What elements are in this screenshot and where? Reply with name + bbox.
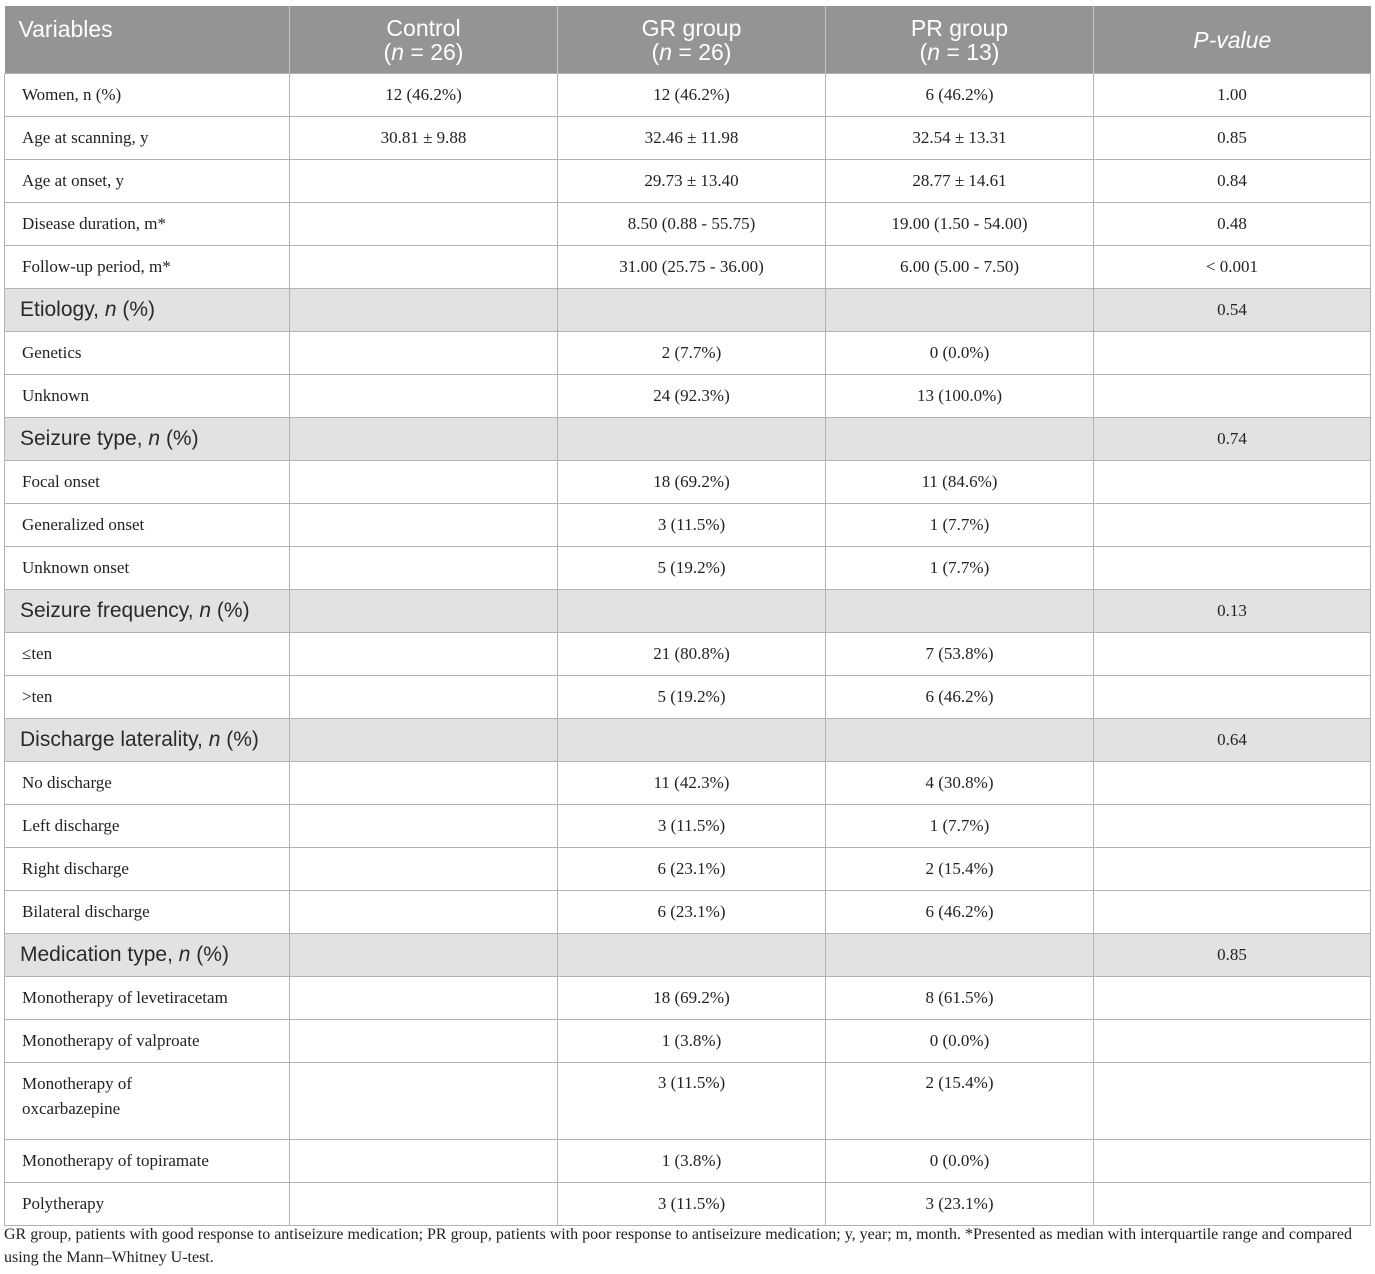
- table-row: [5, 848, 1371, 891]
- pr-value: 1 (7.7%): [826, 805, 1094, 848]
- gr-value: [558, 934, 826, 977]
- control-value: [290, 977, 558, 1020]
- table-row: [5, 1020, 1371, 1063]
- gr-value: 6 (23.1%): [558, 891, 826, 934]
- gr-value: 3 (11.5%): [558, 1063, 826, 1140]
- pr-value: [826, 418, 1094, 461]
- row-label: >ten: [5, 676, 290, 719]
- section-header-row: [5, 289, 1371, 332]
- section-p-value: 0.85: [1094, 934, 1371, 977]
- section-header-row: [5, 418, 1371, 461]
- row-label: Focal onset: [5, 461, 290, 504]
- gr-value: 5 (19.2%): [558, 547, 826, 590]
- control-value: [290, 461, 558, 504]
- p-value: [1094, 547, 1371, 590]
- gr-value: 2 (7.7%): [558, 332, 826, 375]
- p-value: [1094, 891, 1371, 934]
- table-row: [5, 375, 1371, 418]
- gr-value: 6 (23.1%): [558, 848, 826, 891]
- p-value: 1.00: [1094, 74, 1371, 117]
- p-value: [1094, 848, 1371, 891]
- table-row: [5, 74, 1371, 117]
- p-value: [1094, 375, 1371, 418]
- table-row: [5, 1140, 1371, 1183]
- control-value: [290, 504, 558, 547]
- gr-value: [558, 418, 826, 461]
- gr-value: 8.50 (0.88 - 55.75): [558, 203, 826, 246]
- p-value: 0.84: [1094, 160, 1371, 203]
- pr-value: 1 (7.7%): [826, 547, 1094, 590]
- control-value: [290, 203, 558, 246]
- control-value: [290, 1020, 558, 1063]
- table-row: [5, 160, 1371, 203]
- control-value: [290, 332, 558, 375]
- p-value: [1094, 762, 1371, 805]
- section-p-value: 0.64: [1094, 719, 1371, 762]
- control-value: [290, 289, 558, 332]
- table-row: [5, 461, 1371, 504]
- control-value: [290, 547, 558, 590]
- pr-value: 4 (30.8%): [826, 762, 1094, 805]
- gr-value: 11 (42.3%): [558, 762, 826, 805]
- row-label: Unknown onset: [5, 547, 290, 590]
- control-value: [290, 160, 558, 203]
- pr-value: 32.54 ± 13.31: [826, 117, 1094, 160]
- table-row: [5, 203, 1371, 246]
- header-p-value: P-value: [1094, 6, 1371, 74]
- row-label: Generalized onset: [5, 504, 290, 547]
- row-label: ≤ten: [5, 633, 290, 676]
- section-title: Discharge laterality, n (%): [5, 719, 290, 762]
- header-gr-n: (n = 26): [651, 38, 732, 65]
- gr-value: [558, 289, 826, 332]
- table-row: [5, 633, 1371, 676]
- pr-value: 6.00 (5.00 - 7.50): [826, 246, 1094, 289]
- pr-value: 11 (84.6%): [826, 461, 1094, 504]
- control-value: [290, 805, 558, 848]
- pr-value: 8 (61.5%): [826, 977, 1094, 1020]
- row-label: Left discharge: [5, 805, 290, 848]
- gr-value: 5 (19.2%): [558, 676, 826, 719]
- gr-value: 3 (11.5%): [558, 504, 826, 547]
- p-value: [1094, 805, 1371, 848]
- pr-value: 19.00 (1.50 - 54.00): [826, 203, 1094, 246]
- gr-value: [558, 719, 826, 762]
- control-value: [290, 590, 558, 633]
- row-label: Monotherapy of levetiracetam: [5, 977, 290, 1020]
- gr-value: 3 (11.5%): [558, 1183, 826, 1226]
- table-header-row: [5, 6, 1371, 74]
- section-p-value: 0.74: [1094, 418, 1371, 461]
- table-row: [5, 547, 1371, 590]
- row-label: No discharge: [5, 762, 290, 805]
- control-value: [290, 418, 558, 461]
- control-value: [290, 1140, 558, 1183]
- header-gr-group: [558, 6, 826, 74]
- row-label: Monotherapy of valproate: [5, 1020, 290, 1063]
- control-value: [290, 762, 558, 805]
- table-row: [5, 1183, 1371, 1226]
- p-value: [1094, 633, 1371, 676]
- gr-value: 24 (92.3%): [558, 375, 826, 418]
- row-label: Monotherapy of oxcarbazepine: [5, 1063, 290, 1140]
- table-row: [5, 246, 1371, 289]
- gr-value: 18 (69.2%): [558, 461, 826, 504]
- section-title: Medication type, n (%): [5, 934, 290, 977]
- p-value: [1094, 504, 1371, 547]
- control-value: [290, 848, 558, 891]
- p-value: [1094, 1063, 1371, 1140]
- section-title: Etiology, n (%): [5, 289, 290, 332]
- control-value: [290, 934, 558, 977]
- header-pr-n: (n = 13): [919, 38, 1000, 65]
- row-label: Polytherapy: [5, 1183, 290, 1226]
- section-title: Seizure frequency, n (%): [5, 590, 290, 633]
- header-variables: Variables: [5, 6, 290, 74]
- pr-value: 2 (15.4%): [826, 1063, 1094, 1140]
- control-value: 12 (46.2%): [290, 74, 558, 117]
- section-title: Seizure type, n (%): [5, 418, 290, 461]
- control-value: [290, 1063, 558, 1140]
- pr-value: 0 (0.0%): [826, 1140, 1094, 1183]
- header-control-n: (n = 26): [383, 38, 464, 65]
- row-label: Monotherapy of topiramate: [5, 1140, 290, 1183]
- pr-value: 13 (100.0%): [826, 375, 1094, 418]
- p-value: [1094, 676, 1371, 719]
- p-value: [1094, 1020, 1371, 1063]
- row-label: Genetics: [5, 332, 290, 375]
- row-label: Unknown: [5, 375, 290, 418]
- table-row: [5, 1063, 1371, 1140]
- table-row: [5, 891, 1371, 934]
- table-row: [5, 117, 1371, 160]
- section-p-value: 0.54: [1094, 289, 1371, 332]
- table-footnote: GR group, patients with good response to antiseizure medication; PR group, patients with poor response to antiseizure medication; y, year; m, month. *Presented as median with interquartile range and compared using the Mann–Whitney U-test.: [4, 1226, 1352, 1266]
- table-row: [5, 332, 1371, 375]
- control-value: [290, 246, 558, 289]
- control-value: [290, 719, 558, 762]
- p-value: < 0.001: [1094, 246, 1371, 289]
- pr-value: 1 (7.7%): [826, 504, 1094, 547]
- gr-value: [558, 590, 826, 633]
- characteristics-table-container: [4, 6, 1370, 1226]
- row-label: Age at scanning, y: [5, 117, 290, 160]
- header-pr-group: [826, 6, 1094, 74]
- pr-value: 6 (46.2%): [826, 676, 1094, 719]
- row-label: Bilateral discharge: [5, 891, 290, 934]
- pr-value: 28.77 ± 14.61: [826, 160, 1094, 203]
- row-label: Age at onset, y: [5, 160, 290, 203]
- gr-value: 12 (46.2%): [558, 74, 826, 117]
- p-value: 0.85: [1094, 117, 1371, 160]
- row-label: Follow-up period, m*: [5, 246, 290, 289]
- header-pr-name: PR group: [910, 14, 1009, 41]
- gr-value: 18 (69.2%): [558, 977, 826, 1020]
- row-label: Disease duration, m*: [5, 203, 290, 246]
- table-row: [5, 805, 1371, 848]
- pr-value: 2 (15.4%): [826, 848, 1094, 891]
- header-gr-name: GR group: [641, 14, 742, 41]
- gr-value: 1 (3.8%): [558, 1140, 826, 1183]
- section-header-row: [5, 719, 1371, 762]
- table-row: [5, 977, 1371, 1020]
- gr-value: 21 (80.8%): [558, 633, 826, 676]
- control-value: 30.81 ± 9.88: [290, 117, 558, 160]
- gr-value: 32.46 ± 11.98: [558, 117, 826, 160]
- pr-value: 0 (0.0%): [826, 1020, 1094, 1063]
- gr-value: 31.00 (25.75 - 36.00): [558, 246, 826, 289]
- table-body: [5, 74, 1371, 1226]
- gr-value: 29.73 ± 13.40: [558, 160, 826, 203]
- p-value: [1094, 977, 1371, 1020]
- pr-value: [826, 934, 1094, 977]
- pr-value: [826, 289, 1094, 332]
- header-control: [290, 6, 558, 74]
- control-value: [290, 1183, 558, 1226]
- control-value: [290, 676, 558, 719]
- p-value: [1094, 1183, 1371, 1226]
- pr-value: 6 (46.2%): [826, 891, 1094, 934]
- control-value: [290, 375, 558, 418]
- p-value: 0.48: [1094, 203, 1371, 246]
- gr-value: 3 (11.5%): [558, 805, 826, 848]
- gr-value: 1 (3.8%): [558, 1020, 826, 1063]
- p-value: [1094, 332, 1371, 375]
- p-value: [1094, 1140, 1371, 1183]
- pr-value: 7 (53.8%): [826, 633, 1094, 676]
- header-control-name: Control: [386, 14, 461, 41]
- pr-value: 0 (0.0%): [826, 332, 1094, 375]
- table-row: [5, 762, 1371, 805]
- section-header-row: [5, 934, 1371, 977]
- control-value: [290, 633, 558, 676]
- pr-value: [826, 590, 1094, 633]
- row-label: Women, n (%): [5, 74, 290, 117]
- control-value: [290, 891, 558, 934]
- pr-value: 3 (23.1%): [826, 1183, 1094, 1226]
- characteristics-table: [4, 6, 1371, 1226]
- section-header-row: [5, 590, 1371, 633]
- pr-value: [826, 719, 1094, 762]
- table-row: [5, 676, 1371, 719]
- table-row: [5, 504, 1371, 547]
- row-label: Right discharge: [5, 848, 290, 891]
- section-p-value: 0.13: [1094, 590, 1371, 633]
- pr-value: 6 (46.2%): [826, 74, 1094, 117]
- p-value: [1094, 461, 1371, 504]
